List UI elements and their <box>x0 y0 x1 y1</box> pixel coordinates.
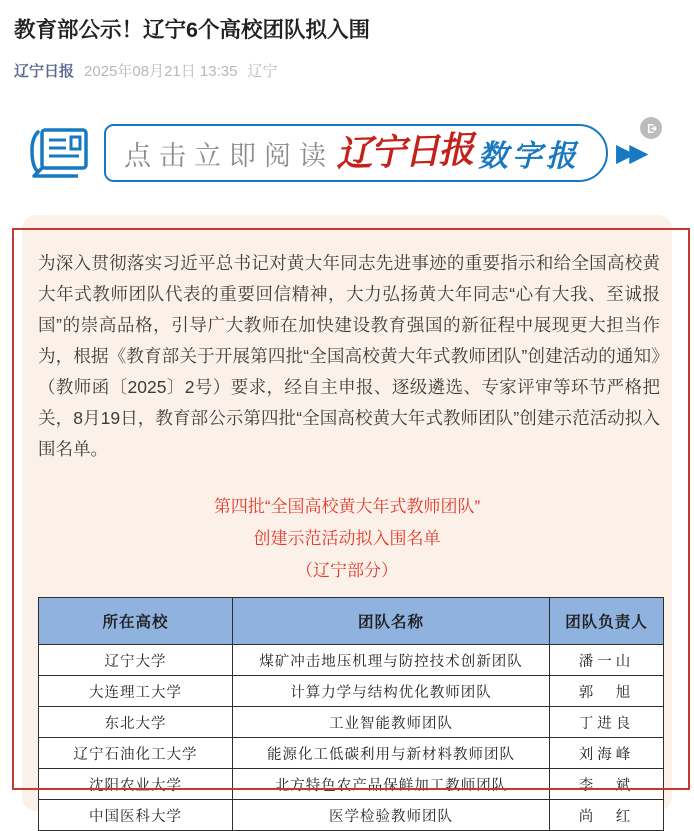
play-arrows-icon: ▶▶ <box>616 139 643 167</box>
source-link[interactable]: 辽宁日报 <box>14 63 75 80</box>
team-name-cell: 北方特色农产品保鲜加工教师团队 <box>233 769 550 800</box>
table-header <box>39 598 664 645</box>
table-header-cell: 所在高校 <box>39 598 233 645</box>
leader-cell: 郭 旭 <box>550 676 664 707</box>
leader-cell: 李 斌 <box>550 769 664 800</box>
university-cell: 东北大学 <box>39 707 233 738</box>
team-name-cell: 能源化工低碳利用与新材料教师团队 <box>233 738 550 769</box>
page-title: 教育部公示！辽宁6个高校团队拟入围 <box>14 18 370 42</box>
table-row <box>39 769 664 800</box>
content-card <box>22 215 672 825</box>
university-cell: 辽宁石油化工大学 <box>39 738 233 769</box>
table-row <box>39 676 664 707</box>
banner-pill[interactable] <box>104 124 608 182</box>
table-row <box>39 738 664 769</box>
digital-paper-banner[interactable] <box>14 107 680 199</box>
table-header-cell: 团队负责人 <box>550 598 664 645</box>
digital-paper-label: 数字报 <box>478 140 581 173</box>
university-cell: 沈阳农业大学 <box>39 769 233 800</box>
university-cell: 大连理工大学 <box>39 676 233 707</box>
leader-cell: 潘一山 <box>550 645 664 676</box>
team-name-cell: 工业智能教师团队 <box>233 707 550 738</box>
leader-cell: 尚 红 <box>550 800 664 831</box>
brand-calligraphy-label: 辽宁日报 <box>335 128 473 175</box>
article-paragraph: 为深入贯彻落实习近平总书记对黄大年同志先进事迹的重要指示和给全国高校黄大年式教师团队代表的重要回信精神，大力弘扬黄大年同志“心有大我、至诚报国”的崇高品格，引导广大教师在加快建设教育强国的新征程中展现更大担当作为，根据《教育部关于开展第四批“全国高校黄大年式教师团队”创建活动的通知》（教师函〔2025〕2号）要求，经自主申报、逐级遴选、专家评审等环节严格把关，8月19日，教育部公示第四批“全国高校黄大年式教师团队”创建示范活动拟入围名单。 <box>38 253 660 459</box>
list-title <box>38 491 656 587</box>
article-meta <box>14 60 680 81</box>
university-cell: 中国医科大学 <box>39 800 233 831</box>
table-row <box>39 707 664 738</box>
list-title-line2: 创建示范活动拟入围名单 <box>253 529 441 548</box>
newspaper-icon <box>28 122 90 185</box>
result-table <box>38 597 664 831</box>
team-name-cell: 医学检验教师团队 <box>233 800 550 831</box>
banner-prompt-label: 点击立即阅读 <box>124 140 334 171</box>
table-body <box>39 645 664 831</box>
publish-time: 2025年08月21日 13:35 <box>84 63 238 80</box>
list-title-line1: 第四批“全国高校黄大年式教师团队” <box>213 497 481 516</box>
table-header-cell: 团队名称 <box>233 598 550 645</box>
leader-cell: 丁进良 <box>550 707 664 738</box>
team-name-cell: 计算力学与结构优化教师团队 <box>233 676 550 707</box>
team-name-cell: 煤矿冲击地压机理与防控技术创新团队 <box>233 645 550 676</box>
table-row <box>39 800 664 831</box>
table-row <box>39 645 664 676</box>
leader-cell: 刘海峰 <box>550 738 664 769</box>
university-cell: 辽宁大学 <box>39 645 233 676</box>
open-link-icon[interactable] <box>640 117 662 139</box>
list-title-line3: （辽宁部分） <box>296 561 398 580</box>
publish-region: 辽宁 <box>247 63 278 80</box>
